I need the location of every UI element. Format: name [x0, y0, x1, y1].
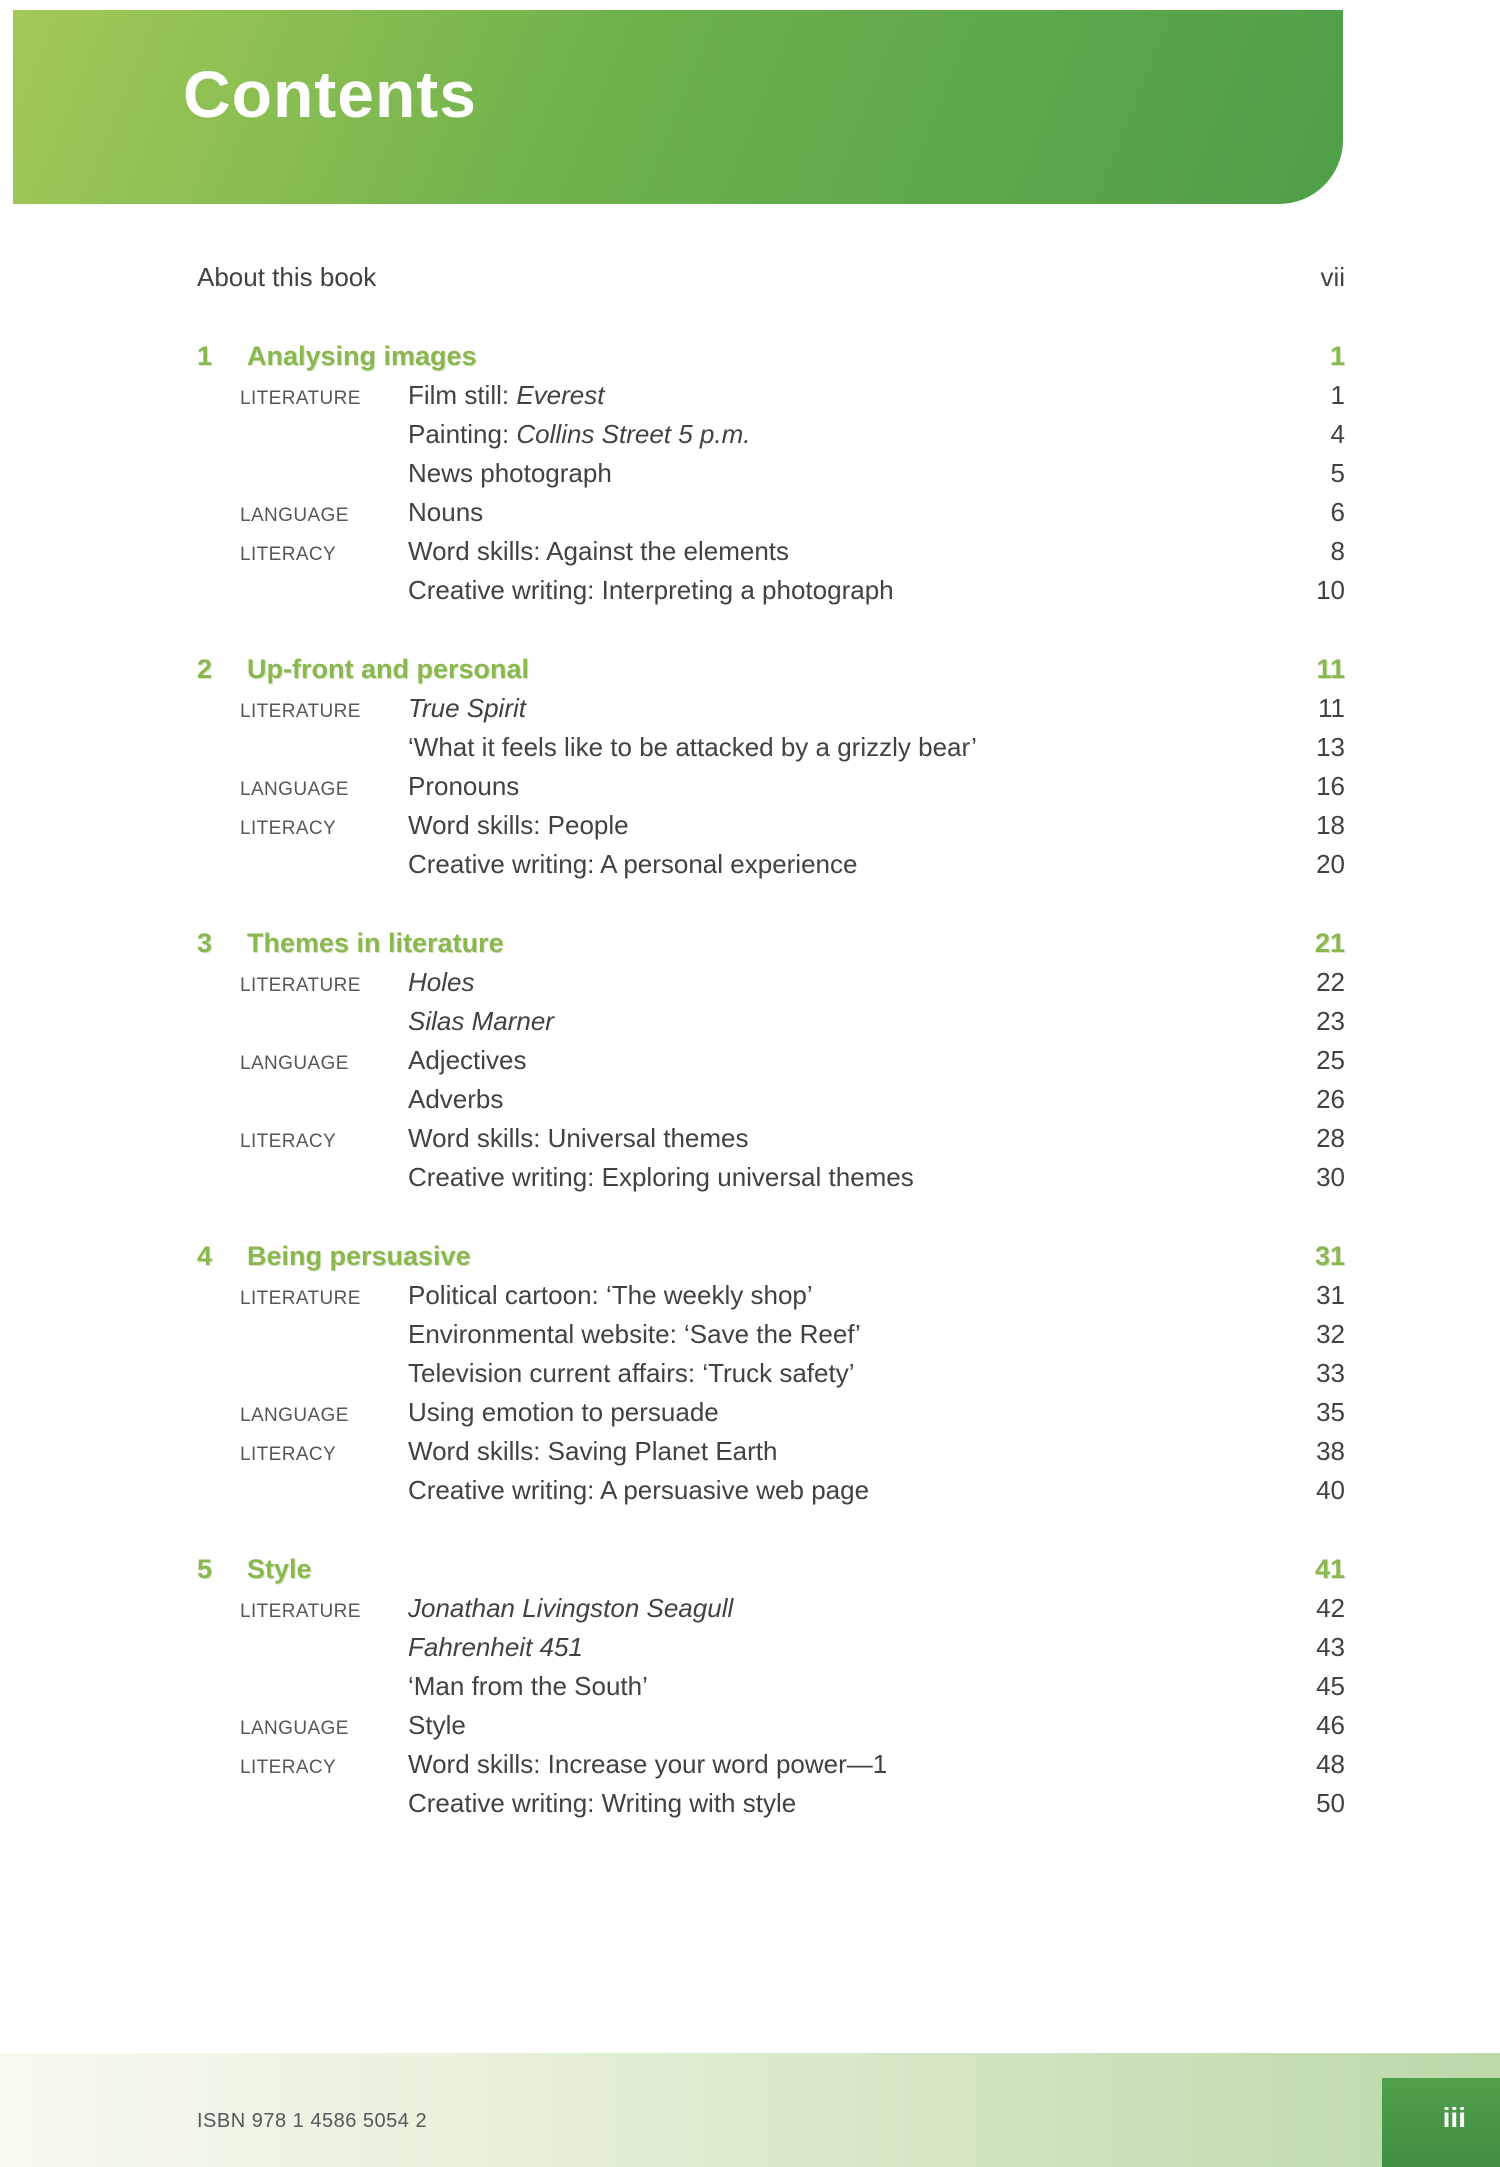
entry-title: [408, 1710, 1300, 1741]
entry-page-number: 10: [1316, 575, 1345, 605]
entry-title-regular: Creative writing: A personal experience: [408, 849, 858, 879]
chapter-title: Style: [247, 1554, 312, 1584]
entry-title-regular: Television current affairs: ‘Truck safety’: [408, 1358, 855, 1388]
entry-title-italic: Collins Street 5 p.m.: [516, 419, 751, 449]
toc-entry: [197, 380, 1345, 419]
entry-title-regular: Using emotion to persuade: [408, 1397, 719, 1427]
entry-page-number: 31: [1316, 1280, 1345, 1310]
entry-title-regular: Nouns: [408, 497, 484, 527]
chapter-items: [197, 1280, 1345, 1514]
toc-entry: [197, 1632, 1345, 1671]
entry-title: [408, 1475, 1300, 1506]
entry-title: [408, 1084, 1300, 1115]
entry-title-italic: True Spirit: [408, 693, 526, 723]
chapter-heading-row: [197, 1554, 1345, 1593]
entry-title: [408, 380, 1315, 411]
entry-page-number: 45: [1316, 1671, 1345, 1701]
entry-title-regular: News photograph: [408, 458, 612, 488]
entry-title: [408, 1593, 1300, 1624]
entry-title-regular: ‘Man from the South’: [408, 1671, 648, 1701]
strand-label: LANGUAGE: [240, 1405, 349, 1426]
toc-entry: [197, 732, 1345, 771]
chapter-page-number: 21: [1314, 928, 1345, 958]
toc-entry: [197, 1788, 1345, 1827]
entry-page-number: 40: [1316, 1475, 1345, 1505]
entry-title-italic: Fahrenheit 451: [408, 1632, 583, 1662]
toc-chapter: [197, 1554, 1345, 1827]
chapter-heading-row: [197, 928, 1345, 967]
strand-label: LITERACY: [240, 1444, 337, 1465]
page-number-tab: [1382, 2078, 1500, 2167]
entry-page-number: 43: [1316, 1632, 1345, 1662]
toc-entry: [197, 1280, 1345, 1319]
entry-title-regular: Creative writing: Interpreting a photograph: [408, 575, 894, 605]
toc-entry: [197, 1397, 1345, 1436]
page-title: Contents: [183, 57, 477, 131]
entry-title-regular: Word skills: People: [408, 810, 629, 840]
entry-title-regular: Environmental website: ‘Save the Reef’: [408, 1319, 861, 1349]
entry-page-number: 50: [1316, 1788, 1345, 1818]
toc-entry: [197, 1749, 1345, 1788]
entry-page-number: 33: [1316, 1358, 1345, 1388]
entry-title-regular: ‘What it feels like to be attacked by a grizzly bear’: [408, 732, 977, 762]
isbn-text: ISBN 978 1 4586 5054 2: [197, 2110, 428, 2132]
chapter-number: 5: [197, 1554, 213, 1584]
entry-title-regular: Word skills: Against the elements: [408, 536, 790, 566]
entry-title-regular: Creative writing: Writing with style: [408, 1788, 797, 1818]
entry-page-number: 11: [1318, 693, 1345, 723]
chapter-page-number: 1: [1329, 341, 1345, 371]
toc-entry: [197, 1006, 1345, 1045]
chapter-heading-row: [197, 654, 1345, 693]
strand-label: LITERACY: [240, 818, 337, 839]
entry-page-number: 1: [1330, 380, 1345, 410]
chapter-number: 3: [197, 928, 213, 958]
entry-page-number: 6: [1330, 497, 1345, 527]
entry-title-regular: Film still:: [408, 380, 517, 410]
toc-chapters: [197, 341, 1345, 1827]
folio-page-number: iii: [1442, 2101, 1466, 2133]
chapter-items: [197, 693, 1345, 888]
entry-title: [408, 536, 1315, 567]
about-this-book-row: [197, 262, 1345, 301]
chapter-heading-row: [197, 1241, 1345, 1280]
entry-title: [408, 1045, 1300, 1076]
entry-title: [408, 693, 1302, 724]
chapter-title: Themes in literature: [247, 928, 504, 958]
toc-chapter: [197, 1241, 1345, 1514]
toc-entry: [197, 1475, 1345, 1514]
chapter-title: Being persuasive: [247, 1241, 471, 1271]
entry-title: [408, 1788, 1300, 1819]
chapter-items: [197, 380, 1345, 614]
entry-page-number: 30: [1316, 1162, 1345, 1192]
entry-title-italic: Jonathan Livingston Seagull: [408, 1593, 734, 1623]
entry-page-number: 23: [1316, 1006, 1345, 1036]
entry-title: [408, 1123, 1300, 1154]
entry-page-number: 35: [1316, 1397, 1345, 1427]
entry-title: [408, 497, 1315, 528]
entry-page-number: 46: [1316, 1710, 1345, 1740]
toc-entry: [197, 1436, 1345, 1475]
toc-chapter: [197, 654, 1345, 888]
entry-page-number: 25: [1316, 1045, 1345, 1075]
entry-title-regular: Adverbs: [408, 1084, 504, 1114]
chapter-number: 2: [197, 654, 213, 684]
toc-entry: [197, 1045, 1345, 1084]
entry-page-number: 42: [1316, 1593, 1345, 1623]
toc-entry: [197, 575, 1345, 614]
entry-title: [408, 810, 1300, 841]
entry-title-regular: Word skills: Universal themes: [408, 1123, 749, 1153]
entry-title-italic: Holes: [408, 967, 475, 997]
chapter-number: 4: [197, 1241, 213, 1271]
chapter-page-number: 31: [1314, 1241, 1345, 1271]
entry-title: [408, 1671, 1300, 1702]
strand-label: LITERACY: [240, 1757, 337, 1778]
toc-chapter: [197, 341, 1345, 614]
entry-title: [408, 1632, 1300, 1663]
entry-title: [408, 771, 1300, 802]
toc-entry: [197, 771, 1345, 810]
toc-entry: [197, 967, 1345, 1006]
entry-page-number: 38: [1316, 1436, 1345, 1466]
strand-label: LANGUAGE: [240, 505, 349, 526]
entry-page-number: 8: [1330, 536, 1345, 566]
strand-label: LITERATURE: [240, 388, 361, 409]
entry-page-number: 18: [1316, 810, 1345, 840]
entry-title: [408, 1397, 1300, 1428]
toc-entry: [197, 1671, 1345, 1710]
entry-title: [408, 967, 1300, 998]
about-page-number: vii: [1320, 262, 1345, 292]
entry-title: [408, 575, 1300, 606]
entry-title: [408, 1358, 1300, 1389]
entry-title-regular: Pronouns: [408, 771, 520, 801]
entry-page-number: 20: [1316, 849, 1345, 879]
entry-page-number: 13: [1316, 732, 1345, 762]
strand-label: LANGUAGE: [240, 1053, 349, 1074]
strand-label: LITERACY: [240, 544, 337, 565]
chapter-title: Analysing images: [247, 341, 477, 371]
entry-title: [408, 1749, 1300, 1780]
entry-title-regular: Style: [408, 1710, 466, 1740]
toc-entry: [197, 1123, 1345, 1162]
about-this-book-label: About this book: [197, 262, 377, 292]
toc-entry: [197, 1358, 1345, 1397]
toc-entry: [197, 419, 1345, 458]
chapter-items: [197, 967, 1345, 1201]
entry-title-regular: Political cartoon: ‘The weekly shop’: [408, 1280, 813, 1310]
toc-entry: [197, 1084, 1345, 1123]
entry-title-regular: Creative writing: A persuasive web page: [408, 1475, 870, 1505]
entry-title-italic: Silas Marner: [408, 1006, 554, 1036]
entry-title: [408, 732, 1300, 763]
toc-entry: [197, 497, 1345, 536]
chapter-items: [197, 1593, 1345, 1827]
toc-entry: [197, 1319, 1345, 1358]
entry-title: [408, 1162, 1300, 1193]
strand-label: LITERATURE: [240, 701, 361, 722]
entry-page-number: 48: [1316, 1749, 1345, 1779]
strand-label: LITERATURE: [240, 975, 361, 996]
entry-title-regular: Adjectives: [408, 1045, 527, 1075]
toc-entry: [197, 536, 1345, 575]
entry-title: [408, 419, 1315, 450]
entry-title: [408, 1319, 1300, 1350]
toc-entry: [197, 693, 1345, 732]
entry-title: [408, 1006, 1300, 1037]
strand-label: LANGUAGE: [240, 1718, 349, 1739]
toc-entry: [197, 810, 1345, 849]
chapter-heading-row: [197, 341, 1345, 380]
entry-title: [408, 1436, 1300, 1467]
toc-entry: [197, 1593, 1345, 1632]
chapter-title: Up-front and personal: [247, 654, 529, 684]
entry-title: [408, 1280, 1300, 1311]
entry-title-regular: Creative writing: Exploring universal themes: [408, 1162, 914, 1192]
entry-title-italic: Everest: [516, 380, 605, 410]
toc-chapter: [197, 928, 1345, 1201]
entry-title-regular: Word skills: Increase your word power—1: [408, 1749, 888, 1779]
entry-page-number: 28: [1316, 1123, 1345, 1153]
entry-page-number: 26: [1316, 1084, 1345, 1114]
entry-page-number: 16: [1316, 771, 1345, 801]
strand-label: LITERACY: [240, 1131, 337, 1152]
entry-title: [408, 458, 1315, 489]
entry-title-regular: Painting:: [408, 419, 517, 449]
chapter-number: 1: [197, 341, 213, 371]
toc-entry: [197, 849, 1345, 888]
chapter-page-number: 11: [1316, 654, 1345, 684]
entry-page-number: 4: [1330, 419, 1345, 449]
entry-page-number: 32: [1316, 1319, 1345, 1349]
strand-label: LANGUAGE: [240, 779, 349, 800]
entry-title: [408, 849, 1300, 880]
entry-title-regular: Word skills: Saving Planet Earth: [408, 1436, 778, 1466]
entry-page-number: 22: [1316, 967, 1345, 997]
strand-label: LITERATURE: [240, 1288, 361, 1309]
table-of-contents: [197, 262, 1345, 1827]
toc-entry: [197, 1710, 1345, 1749]
toc-entry: [197, 458, 1345, 497]
strand-label: LITERATURE: [240, 1601, 361, 1622]
entry-page-number: 5: [1330, 458, 1345, 488]
chapter-page-number: 41: [1314, 1554, 1345, 1584]
toc-entry: [197, 1162, 1345, 1201]
